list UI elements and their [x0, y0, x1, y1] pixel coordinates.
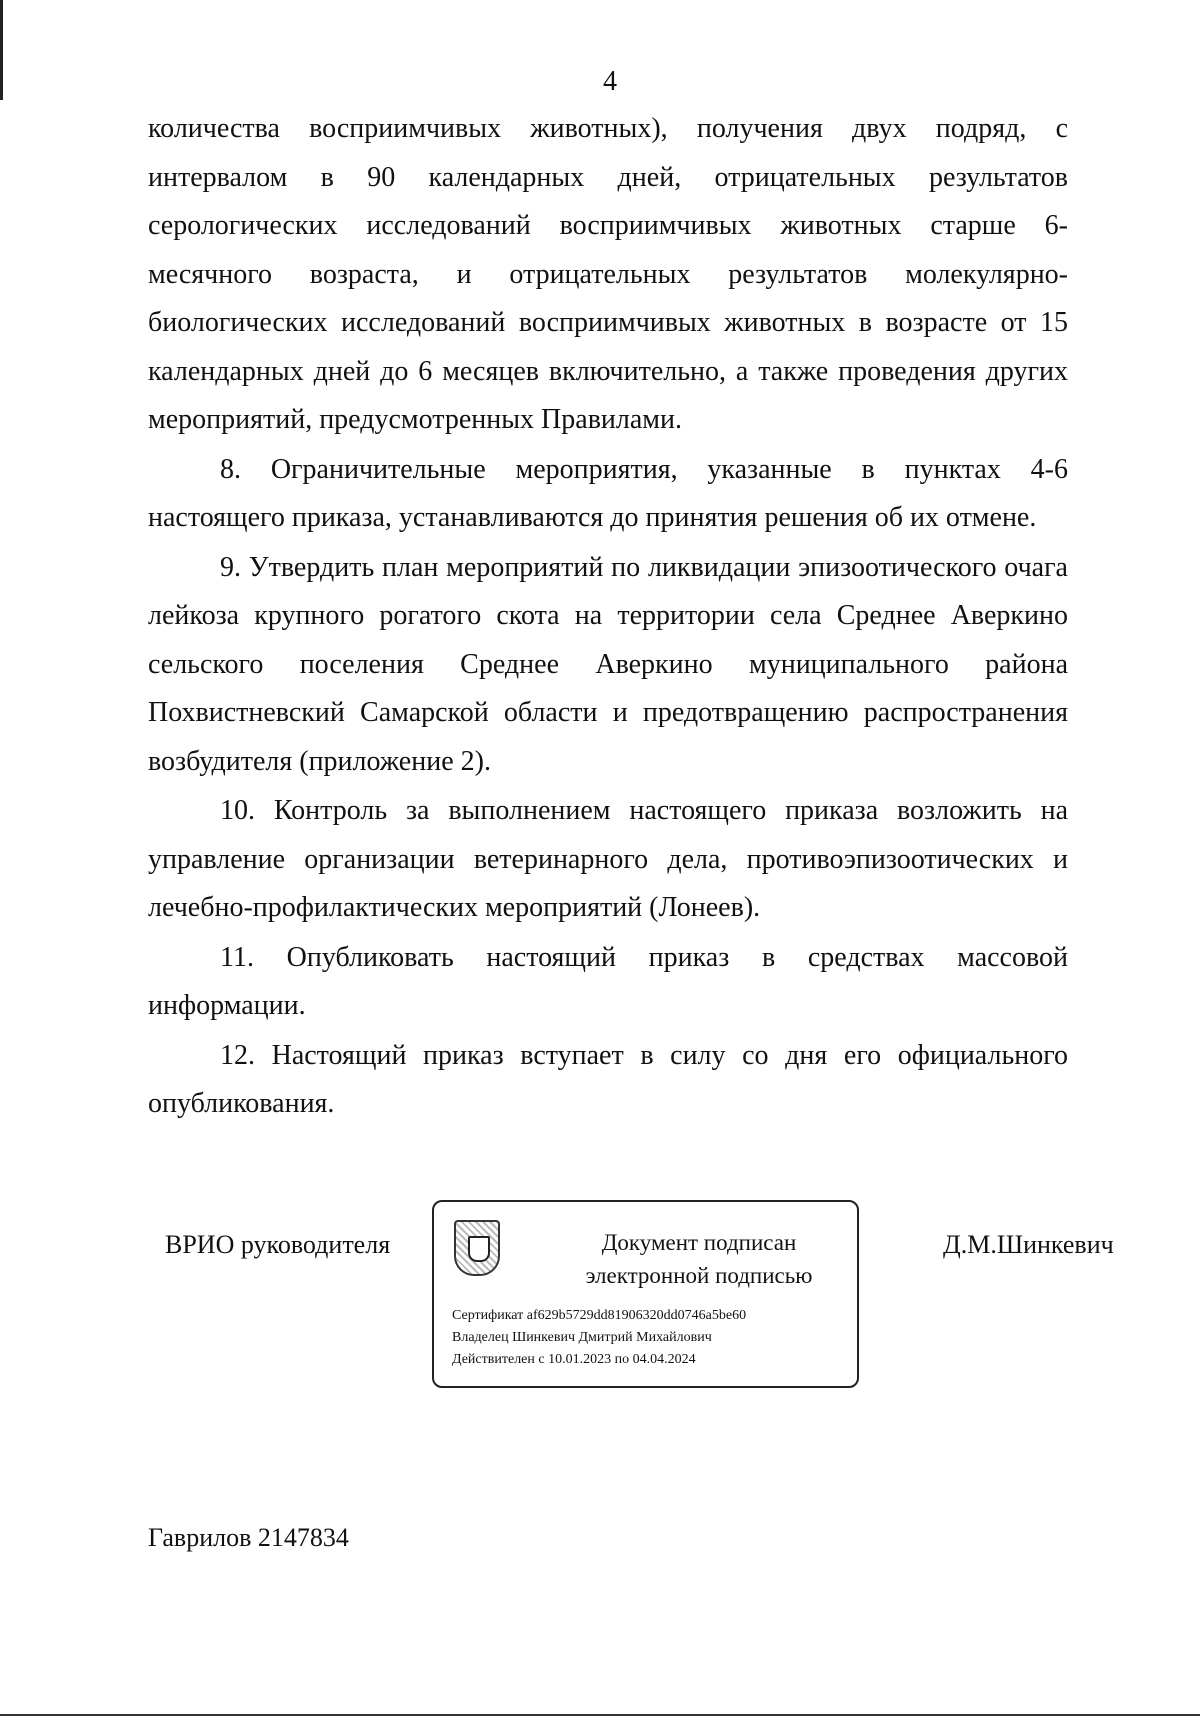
certificate-owner: Владелец Шинкевич Дмитрий Михайлович [452, 1330, 712, 1345]
scan-edge-left [0, 0, 3, 100]
paragraph-8: 8. Ограничительные мероприятия, указанные в пунктах 4-6 настоящего приказа, устанавливаются до принятия решения об их отмене. [148, 453, 1068, 533]
certificate-validity: Действителен с 10.01.2023 по 04.04.2024 [452, 1352, 696, 1367]
stamp-certificate-info [452, 1305, 746, 1371]
scan-edge-bottom [0, 1714, 1200, 1716]
paragraph-10: 10. Контроль за выполнением настоящего приказа возложить на управление организации ветеринарного дела, противоэпизоотических и лечебно-профилактических мероприятий (Лонеев). [148, 795, 1068, 923]
stamp-title-line2: электронной подписью [585, 1263, 813, 1288]
document-body [148, 105, 1068, 1129]
coat-of-arms-icon [454, 1220, 500, 1276]
certificate-number: Сертификат af629b5729dd81906320dd0746a5be60 [452, 1308, 747, 1323]
signer-name: Д.М.Шинкевич [943, 1230, 1114, 1259]
paragraph-11: 11. Опубликовать настоящий приказ в средствах массовой информации. [148, 941, 1068, 1021]
stamp-title-line1: Документ подписан [601, 1230, 797, 1255]
electronic-signature-stamp [432, 1200, 859, 1388]
paragraph-7-continuation: количества восприимчивых животных), получения двух подряд, с интервалом в 90 календарных дней, отрицательных результатов серологических исследований восприимчивых животных старше 6-месячного возраста, и отрицательных результатов молекулярно-биологических исследований восприимчивых животных в возрасте от 15 календарных дней до 6 месяцев включительно, а также проведения других мероприятий, предусмотренных Правилами. [148, 113, 1068, 435]
page-number: 4 [603, 66, 617, 97]
stamp-title [554, 1226, 844, 1292]
paragraph-9: 9. Утвердить план мероприятий по ликвидации эпизоотического очага лейкоза крупного рогатого скота на территории села Среднее Аверкино сельского поселения Среднее Аверкино муниципального района Похвистневский Самарской области и предотвращению распространения возбудителя (приложение 2). [148, 551, 1068, 777]
paragraph-12: 12. Настоящий приказ вступает в силу со дня его официального опубликования. [148, 1039, 1068, 1119]
executor-info: Гаврилов 2147834 [148, 1523, 349, 1552]
signer-role: ВРИО руководителя [165, 1230, 391, 1259]
